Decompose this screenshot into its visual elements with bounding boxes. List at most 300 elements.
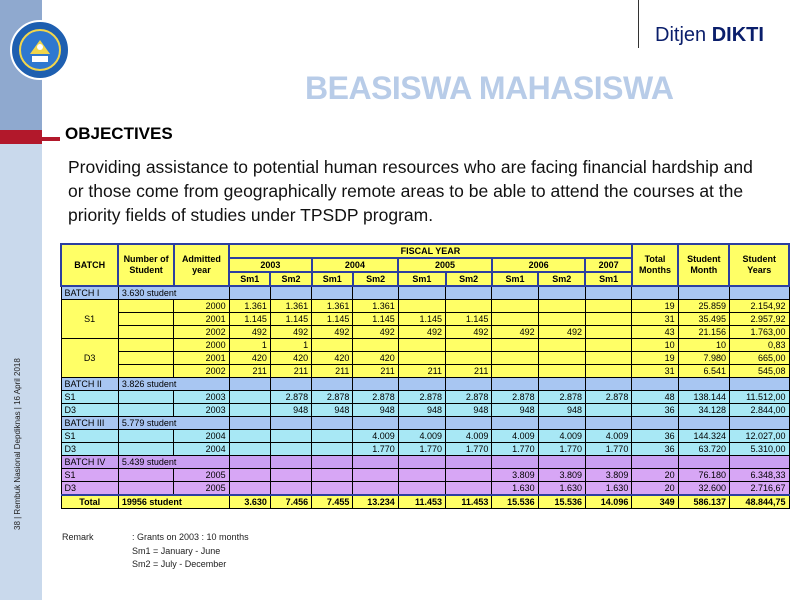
- semester-value: 1.145: [446, 313, 492, 326]
- total-semester-value: 14.096: [585, 495, 631, 509]
- table-cell: [229, 417, 270, 430]
- admitted-year: 2001: [174, 313, 229, 326]
- semester-value: 4.009: [492, 430, 538, 443]
- semester-value: 211: [398, 365, 445, 378]
- semester-value: 1: [229, 339, 270, 352]
- semester-value: 2.878: [398, 391, 445, 404]
- semester-value: [270, 430, 311, 443]
- semester-value: [585, 326, 631, 339]
- table-cell: [353, 456, 398, 469]
- student-years: 2.716,67: [729, 482, 789, 496]
- semester-value: 211: [446, 365, 492, 378]
- total-semester-value: 7.456: [270, 495, 311, 509]
- header-year-2005: 2005: [398, 258, 492, 272]
- admitted-year: 2003: [174, 391, 229, 404]
- student-month: 138.144: [678, 391, 729, 404]
- table-cell: [538, 417, 585, 430]
- student-years: 12.027,00: [729, 430, 789, 443]
- semester-value: [492, 313, 538, 326]
- program-label: D3: [61, 339, 118, 378]
- table-row: [61, 339, 789, 352]
- table-cell: [353, 417, 398, 430]
- table-cell: [118, 443, 173, 456]
- semester-value: 211: [229, 365, 270, 378]
- semester-value: 1.770: [353, 443, 398, 456]
- remark-line: Sm1 = January - June: [132, 545, 221, 556]
- semester-value: [492, 352, 538, 365]
- table-row: [61, 404, 789, 417]
- total-months: 20: [632, 469, 678, 482]
- total-months: 36: [632, 404, 678, 417]
- table-row: [61, 430, 789, 443]
- brand-name: DIKTI: [711, 24, 764, 46]
- program-label: S1: [61, 430, 118, 443]
- semester-value: 948: [492, 404, 538, 417]
- header-year-2004: 2004: [312, 258, 399, 272]
- student-years: 6.348,33: [729, 469, 789, 482]
- table-row: [61, 482, 789, 496]
- table-cell: [270, 378, 311, 391]
- semester-value: [538, 365, 585, 378]
- student-years: 2.844,00: [729, 404, 789, 417]
- total-semester-value: 11.453: [398, 495, 445, 509]
- program-label: S1: [61, 469, 118, 482]
- total-semester-value: 3.630: [229, 495, 270, 509]
- table-cell: [118, 313, 173, 326]
- semester-value: [538, 300, 585, 313]
- table-cell: [118, 391, 173, 404]
- semester-value: [446, 339, 492, 352]
- semester-value: [585, 404, 631, 417]
- semester-value: 492: [538, 326, 585, 339]
- header-sem: Sm1: [492, 272, 538, 286]
- batch-header-row: [61, 456, 789, 469]
- header-sem: Sm2: [270, 272, 311, 286]
- section-heading: OBJECTIVES: [65, 124, 173, 143]
- student-month: 7.980: [678, 352, 729, 365]
- semester-value: [538, 352, 585, 365]
- semester-value: [353, 469, 398, 482]
- total-row: [61, 495, 789, 509]
- admitted-year: 2004: [174, 443, 229, 456]
- table-row: [61, 443, 789, 456]
- semester-value: [229, 443, 270, 456]
- semester-value: 1.145: [229, 313, 270, 326]
- semester-value: 211: [353, 365, 398, 378]
- header-year-2003: 2003: [229, 258, 312, 272]
- table-cell: [118, 404, 173, 417]
- header-student-years: Student Years: [729, 244, 789, 286]
- total-semester-value: 7.455: [312, 495, 353, 509]
- semester-value: [585, 313, 631, 326]
- total-months: 31: [632, 365, 678, 378]
- table-cell: [270, 286, 311, 300]
- semester-value: [492, 339, 538, 352]
- admitted-year: 2000: [174, 300, 229, 313]
- table-cell: [118, 482, 173, 496]
- student-month: 32.600: [678, 482, 729, 496]
- total-months: 36: [632, 443, 678, 456]
- semester-value: [312, 339, 353, 352]
- semester-value: 4.009: [353, 430, 398, 443]
- batch-label: BATCH III: [61, 417, 118, 430]
- semester-value: [229, 430, 270, 443]
- admitted-year: 2005: [174, 469, 229, 482]
- table-cell: [585, 417, 631, 430]
- student-years: 2.154,92: [729, 300, 789, 313]
- student-years: 1.763,00: [729, 326, 789, 339]
- header-sem: Sm1: [229, 272, 270, 286]
- table-cell: [678, 456, 729, 469]
- table-cell: [312, 417, 353, 430]
- student-month: 144.324: [678, 430, 729, 443]
- semester-value: 1.770: [538, 443, 585, 456]
- program-label: D3: [61, 443, 118, 456]
- total-months: 31: [632, 313, 678, 326]
- semester-value: 1.361: [353, 300, 398, 313]
- student-years: 0,83: [729, 339, 789, 352]
- semester-value: 2.878: [538, 391, 585, 404]
- semester-value: 3.809: [538, 469, 585, 482]
- table-cell: [632, 417, 678, 430]
- table-cell: [270, 456, 311, 469]
- table-cell: [398, 417, 445, 430]
- table-cell: [446, 417, 492, 430]
- semester-value: 3.809: [585, 469, 631, 482]
- semester-value: 420: [353, 352, 398, 365]
- page-title: BEASISWA MAHASISWA: [305, 70, 674, 106]
- admitted-year: 2000: [174, 339, 229, 352]
- student-years: 545,08: [729, 365, 789, 378]
- table-cell: [353, 286, 398, 300]
- header-batch: BATCH: [61, 244, 118, 286]
- admitted-year: 2002: [174, 326, 229, 339]
- semester-value: [492, 300, 538, 313]
- semester-value: 1.630: [492, 482, 538, 496]
- student-years: 5.310,00: [729, 443, 789, 456]
- program-label: D3: [61, 404, 118, 417]
- semester-value: [229, 391, 270, 404]
- brand-prefix: Ditjen: [655, 24, 707, 46]
- semester-value: [398, 352, 445, 365]
- student-years: 11.512,00: [729, 391, 789, 404]
- table-row: [61, 365, 789, 378]
- batch-label: BATCH I: [61, 286, 118, 300]
- semester-value: [312, 469, 353, 482]
- semester-value: 1.770: [492, 443, 538, 456]
- semester-value: 492: [446, 326, 492, 339]
- table-cell: [118, 469, 173, 482]
- table-cell: [398, 378, 445, 391]
- semester-value: [492, 365, 538, 378]
- total-months: 48: [632, 391, 678, 404]
- table-row: [61, 352, 789, 365]
- semester-value: 1.770: [398, 443, 445, 456]
- semester-value: [398, 482, 445, 496]
- semester-value: 948: [353, 404, 398, 417]
- semester-value: 2.878: [446, 391, 492, 404]
- semester-value: 1.630: [585, 482, 631, 496]
- batch-header-row: [61, 286, 789, 300]
- objectives-paragraph: Providing assistance to potential human resources who are facing financial hardship and or those come from geographically remote areas to be able to attend the courses at the priority fields of studies under TPSDP program.: [68, 157, 753, 225]
- semester-value: [270, 469, 311, 482]
- semester-value: 420: [270, 352, 311, 365]
- brand-label: [655, 24, 764, 47]
- student-month: 25.859: [678, 300, 729, 313]
- table-row: [61, 469, 789, 482]
- semester-value: 1: [270, 339, 311, 352]
- semester-value: 948: [398, 404, 445, 417]
- table-cell: [678, 378, 729, 391]
- semester-value: 1.770: [585, 443, 631, 456]
- semester-value: [229, 482, 270, 496]
- total-months: 19: [632, 300, 678, 313]
- student-month: 10: [678, 339, 729, 352]
- table-cell: [229, 286, 270, 300]
- semester-value: [353, 482, 398, 496]
- table-cell: [446, 456, 492, 469]
- semester-value: 492: [353, 326, 398, 339]
- table-cell: [632, 378, 678, 391]
- total-label: Total: [61, 495, 118, 509]
- semester-value: [398, 300, 445, 313]
- table-row: [61, 391, 789, 404]
- total-semester-value: 15.536: [538, 495, 585, 509]
- semester-value: 1.361: [270, 300, 311, 313]
- table-cell: [312, 456, 353, 469]
- semester-value: 1.145: [353, 313, 398, 326]
- semester-value: 2.878: [492, 391, 538, 404]
- header-total-months: Total Months: [632, 244, 678, 286]
- table-cell: [312, 378, 353, 391]
- table-cell: [118, 430, 173, 443]
- semester-value: [353, 339, 398, 352]
- table-cell: [632, 456, 678, 469]
- table-cell: [118, 352, 173, 365]
- total-months: 36: [632, 430, 678, 443]
- scholarship-table: [60, 243, 790, 509]
- semester-value: 4.009: [538, 430, 585, 443]
- semester-value: 211: [312, 365, 353, 378]
- table-cell: [492, 286, 538, 300]
- total-student-years: 48.844,75: [729, 495, 789, 509]
- table-cell: [538, 456, 585, 469]
- student-month: 34.128: [678, 404, 729, 417]
- semester-value: [446, 300, 492, 313]
- header-year-2007: 2007: [585, 258, 631, 272]
- table-cell: [118, 326, 173, 339]
- semester-value: 211: [270, 365, 311, 378]
- batch-header-row: [61, 378, 789, 391]
- batch-student-count: 3.826 student: [118, 378, 229, 391]
- semester-value: [270, 482, 311, 496]
- admitted-year: 2003: [174, 404, 229, 417]
- semester-value: 492: [270, 326, 311, 339]
- semester-value: [398, 469, 445, 482]
- total-students: 19956 student: [118, 495, 229, 509]
- semester-value: [446, 469, 492, 482]
- student-month: 63.720: [678, 443, 729, 456]
- table-cell: [270, 417, 311, 430]
- semester-value: 492: [492, 326, 538, 339]
- table-cell: [729, 417, 789, 430]
- table-cell: [585, 378, 631, 391]
- semester-value: 2.878: [270, 391, 311, 404]
- table-cell: [538, 378, 585, 391]
- total-months: 349: [632, 495, 678, 509]
- batch-label: BATCH II: [61, 378, 118, 391]
- semester-value: 1.630: [538, 482, 585, 496]
- table-cell: [229, 378, 270, 391]
- table-cell: [585, 456, 631, 469]
- table-row: [61, 300, 789, 313]
- total-months: 20: [632, 482, 678, 496]
- batch-student-count: 3.630 student: [118, 286, 229, 300]
- semester-value: 420: [312, 352, 353, 365]
- semester-value: [229, 469, 270, 482]
- total-semester-value: 15.536: [492, 495, 538, 509]
- admitted-year: 2004: [174, 430, 229, 443]
- student-month: 21.156: [678, 326, 729, 339]
- batch-label: BATCH IV: [61, 456, 118, 469]
- table-cell: [398, 456, 445, 469]
- semester-value: [538, 339, 585, 352]
- admitted-year: 2001: [174, 352, 229, 365]
- remark-label: Remark: [62, 532, 94, 542]
- student-years: 2.957,92: [729, 313, 789, 326]
- table-cell: [398, 286, 445, 300]
- header-divider: [638, 0, 639, 48]
- semester-value: [585, 365, 631, 378]
- semester-value: 420: [229, 352, 270, 365]
- table-cell: [492, 378, 538, 391]
- semester-value: 948: [270, 404, 311, 417]
- table-cell: [229, 456, 270, 469]
- remark-block: [62, 531, 249, 572]
- table-row: [61, 326, 789, 339]
- table-cell: [118, 300, 173, 313]
- table-cell: [632, 286, 678, 300]
- program-label: D3: [61, 482, 118, 496]
- semester-value: 4.009: [585, 430, 631, 443]
- table-cell: [678, 286, 729, 300]
- table-cell: [446, 378, 492, 391]
- semester-value: [312, 430, 353, 443]
- semester-value: 1.361: [229, 300, 270, 313]
- admitted-year: 2002: [174, 365, 229, 378]
- semester-value: [312, 482, 353, 496]
- semester-value: 2.878: [312, 391, 353, 404]
- header-admitted-year: Admitted year: [174, 244, 229, 286]
- total-semester-value: 13.234: [353, 495, 398, 509]
- semester-value: [270, 443, 311, 456]
- remark-line: Sm2 = July - December: [132, 559, 227, 569]
- table-cell: [492, 456, 538, 469]
- table-cell: [353, 378, 398, 391]
- table-cell: [118, 365, 173, 378]
- semester-value: 1.361: [312, 300, 353, 313]
- student-years: 665,00: [729, 352, 789, 365]
- header-sem: Sm1: [398, 272, 445, 286]
- total-months: 10: [632, 339, 678, 352]
- tut-wuri-handayani-logo: [8, 18, 72, 82]
- semester-value: [398, 339, 445, 352]
- semester-value: 2.878: [353, 391, 398, 404]
- semester-value: [446, 482, 492, 496]
- admitted-year: 2005: [174, 482, 229, 496]
- batch-student-count: 5.439 student: [118, 456, 229, 469]
- semester-value: 1.145: [398, 313, 445, 326]
- semester-value: [585, 300, 631, 313]
- table-cell: [729, 456, 789, 469]
- semester-value: 492: [312, 326, 353, 339]
- header-sem: Sm2: [353, 272, 398, 286]
- table-cell: [446, 286, 492, 300]
- semester-value: [585, 352, 631, 365]
- header-student-month: Student Month: [678, 244, 729, 286]
- semester-value: 1.770: [446, 443, 492, 456]
- program-label: S1: [61, 391, 118, 404]
- semester-value: 1.145: [270, 313, 311, 326]
- header-sem: Sm1: [312, 272, 353, 286]
- semester-value: 1.145: [312, 313, 353, 326]
- red-accent-line: [42, 137, 60, 141]
- semester-value: [585, 339, 631, 352]
- semester-value: 3.809: [492, 469, 538, 482]
- batch-student-count: 5.779 student: [118, 417, 229, 430]
- semester-value: 4.009: [398, 430, 445, 443]
- semester-value: 492: [398, 326, 445, 339]
- header-year-2006: 2006: [492, 258, 586, 272]
- student-month: 35.495: [678, 313, 729, 326]
- student-month: 6.541: [678, 365, 729, 378]
- red-accent-strip: [0, 130, 42, 144]
- table-cell: [312, 286, 353, 300]
- table-cell: [118, 339, 173, 352]
- vertical-footer-text: 38 | Rembuk Nasional Depdiknas | 16 April 2018: [13, 358, 22, 530]
- batch-header-row: [61, 417, 789, 430]
- semester-value: [312, 443, 353, 456]
- header-sem: Sm2: [538, 272, 585, 286]
- student-month: 76.180: [678, 469, 729, 482]
- semester-value: 948: [538, 404, 585, 417]
- header-fiscal-year: FISCAL YEAR: [229, 244, 632, 258]
- table-cell: [585, 286, 631, 300]
- remark-line: : Grants on 2003 : 10 months: [132, 532, 249, 542]
- header-sem: Sm1: [585, 272, 631, 286]
- semester-value: [446, 352, 492, 365]
- total-semester-value: 11.453: [446, 495, 492, 509]
- header-number-of-student: Number of Student: [118, 244, 173, 286]
- table-cell: [492, 417, 538, 430]
- total-months: 19: [632, 352, 678, 365]
- table-cell: [729, 286, 789, 300]
- table-cell: [678, 417, 729, 430]
- table-row: [61, 313, 789, 326]
- semester-value: [229, 404, 270, 417]
- semester-value: 948: [312, 404, 353, 417]
- semester-value: 2.878: [585, 391, 631, 404]
- program-label: S1: [61, 300, 118, 339]
- semester-value: [538, 313, 585, 326]
- total-months: 43: [632, 326, 678, 339]
- table-cell: [729, 378, 789, 391]
- semester-value: 4.009: [446, 430, 492, 443]
- header-sem: Sm2: [446, 272, 492, 286]
- table-cell: [538, 286, 585, 300]
- semester-value: 492: [229, 326, 270, 339]
- total-student-month: 586.137: [678, 495, 729, 509]
